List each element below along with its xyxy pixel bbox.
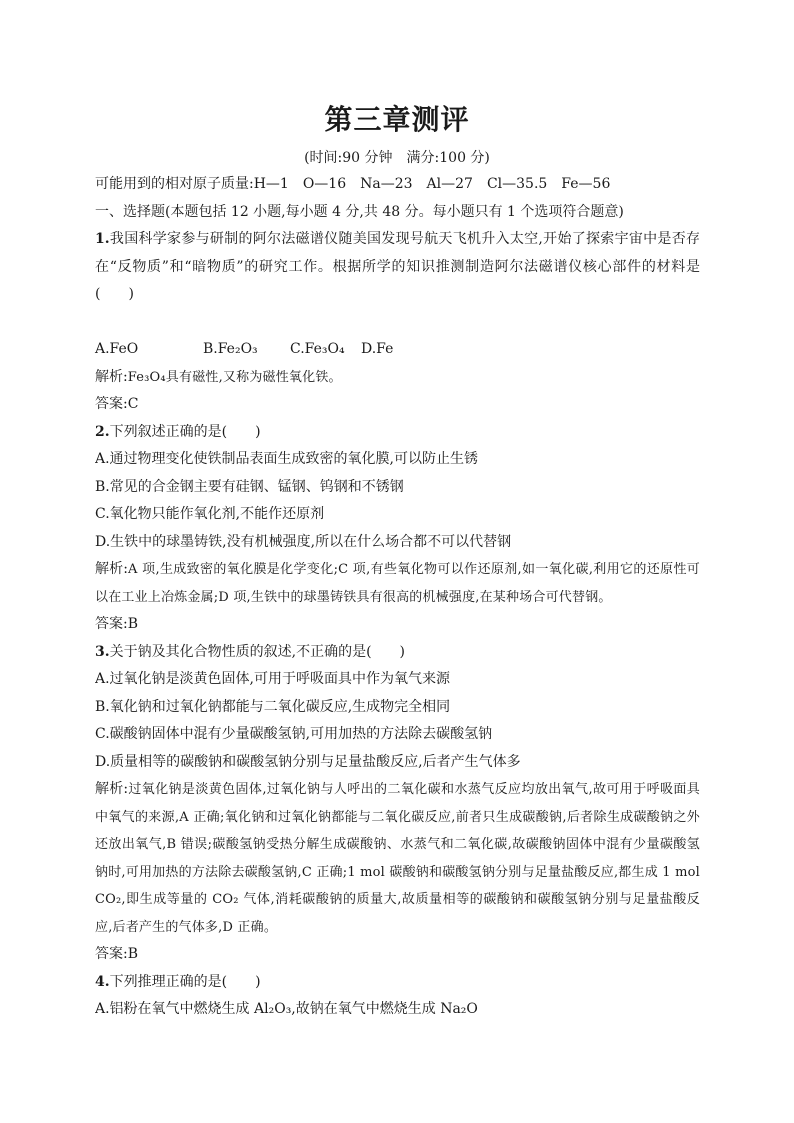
document-body (95, 171, 700, 1024)
analysis-label: 解析: (95, 561, 129, 577)
question-text: 我国科学家参与研制的阿尔法磁谱仪随美国发现号航天飞机升入太空,开始了探索宇宙中是否存在“反物质”和“暗物质”的研究工作。根据所学的知识推测制造阿尔法磁谱仪核心部件的材料是( ) (95, 231, 700, 302)
question-number: 3. (95, 643, 110, 660)
option-d: D.质量相等的碳酸钠和碳酸氢钠分别与足量盐酸反应,后者产生气体多 (95, 753, 521, 770)
option-d: D.Fe (361, 341, 394, 357)
question-3 (95, 639, 700, 969)
question-number: 2. (95, 423, 110, 440)
question-text: 下列叙述正确的是( ) (109, 423, 261, 440)
answer-value: B (127, 946, 139, 962)
answer (95, 611, 700, 639)
option-a: A.过氧化钠是淡黄色固体,可用于呼吸面具中作为氧气来源 (95, 671, 451, 687)
analysis-label: 解析: (95, 781, 129, 797)
atomic-masses-line: 可能用到的相对原子质量:H—1 O—16 Na—23 Al—27 Cl—35.5 Fe—56 (95, 176, 611, 192)
option-c: C.Fe₃O₄ (290, 341, 345, 357)
section-heading: 一、选择题(本题包括 12 小题,每小题 4 分,共 48 分。每小题只有 1 个选项符合题意) (95, 203, 624, 220)
option-a: A.通过物理变化使铁制品表面生成致密的氧化膜,可以防止生锈 (95, 451, 479, 467)
option-c: C.氧化物只能作氧化剂,不能作还原剂 (95, 506, 325, 522)
option-a: A.铝粉在氧气中燃烧生成 Al₂O₃,故钠在氧气中燃烧生成 Na₂O (95, 1001, 478, 1017)
option-b: B.Fe₂O₃ (203, 341, 258, 357)
answer-label: 答案: (95, 616, 128, 632)
answer-label: 答案: (95, 396, 128, 412)
question-number: 1. (95, 231, 110, 247)
question-stem (95, 639, 700, 667)
analysis (95, 556, 700, 611)
analysis-text: Fe₃O₄具有磁性,又称为磁性氧化铁。 (127, 369, 342, 385)
exam-info: (时间:90 分钟 满分:100 分) (304, 150, 490, 166)
answer-label: 答案: (95, 946, 128, 962)
question-4 (95, 969, 700, 1024)
option-b: B.氧化钠和过氧化钠都能与二氧化碳反应,生成物完全相同 (95, 698, 451, 715)
option-a: A.FeO (95, 341, 139, 357)
question-2 (95, 419, 700, 639)
question-stem (95, 969, 700, 997)
answer-value: C (127, 396, 139, 412)
question-text: 下列推理正确的是( ) (109, 973, 261, 990)
question-stem (95, 419, 700, 447)
analysis-label: 解析: (95, 368, 128, 385)
analysis-text: 过氧化钠是淡黄色固体,过氧化钠与人呼出的二氧化碳和水蒸气反应均放出氧气,故可用于呼吸面具中氧气的来源,A 正确;氧化钠和过氧化钠都能与二氧化碳反应,前者只生成碳酸钠,后者除生成碳酸钠之外还放出氧气,B 错误;碳酸氢钠受热分解生成碳酸钠、水蒸气和二氧化碳,故碳酸钠固体中混有少量碳酸氢钠时,可用加热的方法除去碳酸氢钠,C 正确;1 mol 碳酸钠和碳酸氢钠分别与足量盐酸反应,都生成 1 mol CO₂,即生成等量的 CO₂ 气体,消耗碳酸钠的质量大,故质量相等的碳酸钠和碳酸氢钠分别与足量盐酸反应,后者产生的气体多,D 正确。 (95, 782, 700, 935)
question-1 (95, 226, 700, 419)
analysis (95, 364, 700, 392)
option-b: B.常见的合金钢主要有硅钢、锰钢、钨钢和不锈钢 (95, 478, 404, 495)
options-row (95, 336, 700, 364)
question-number: 4. (95, 973, 110, 990)
option-c: C.碳酸钠固体中混有少量碳酸氢钠,可用加热的方法除去碳酸氢钠 (95, 726, 493, 742)
question-stem (95, 226, 700, 309)
analysis-text: A 项,生成致密的氧化膜是化学变化;C 项,有些氧化物可以作还原剂,如一氧化碳,利用它的还原性可以在工业上冶炼金属;D 项,生铁中的球墨铸铁具有很高的机械强度,在某种场合可代替钢。 (95, 562, 701, 605)
answer (95, 941, 700, 969)
answer-value: B (127, 616, 139, 632)
analysis (95, 776, 700, 941)
answer (95, 391, 700, 419)
page-title: 第三章测评 (324, 103, 470, 136)
question-text: 关于钠及其化合物性质的叙述,不正确的是( ) (109, 643, 405, 660)
option-d: D.生铁中的球墨铸铁,没有机械强度,所以在什么场合都不可以代替钢 (95, 533, 512, 550)
